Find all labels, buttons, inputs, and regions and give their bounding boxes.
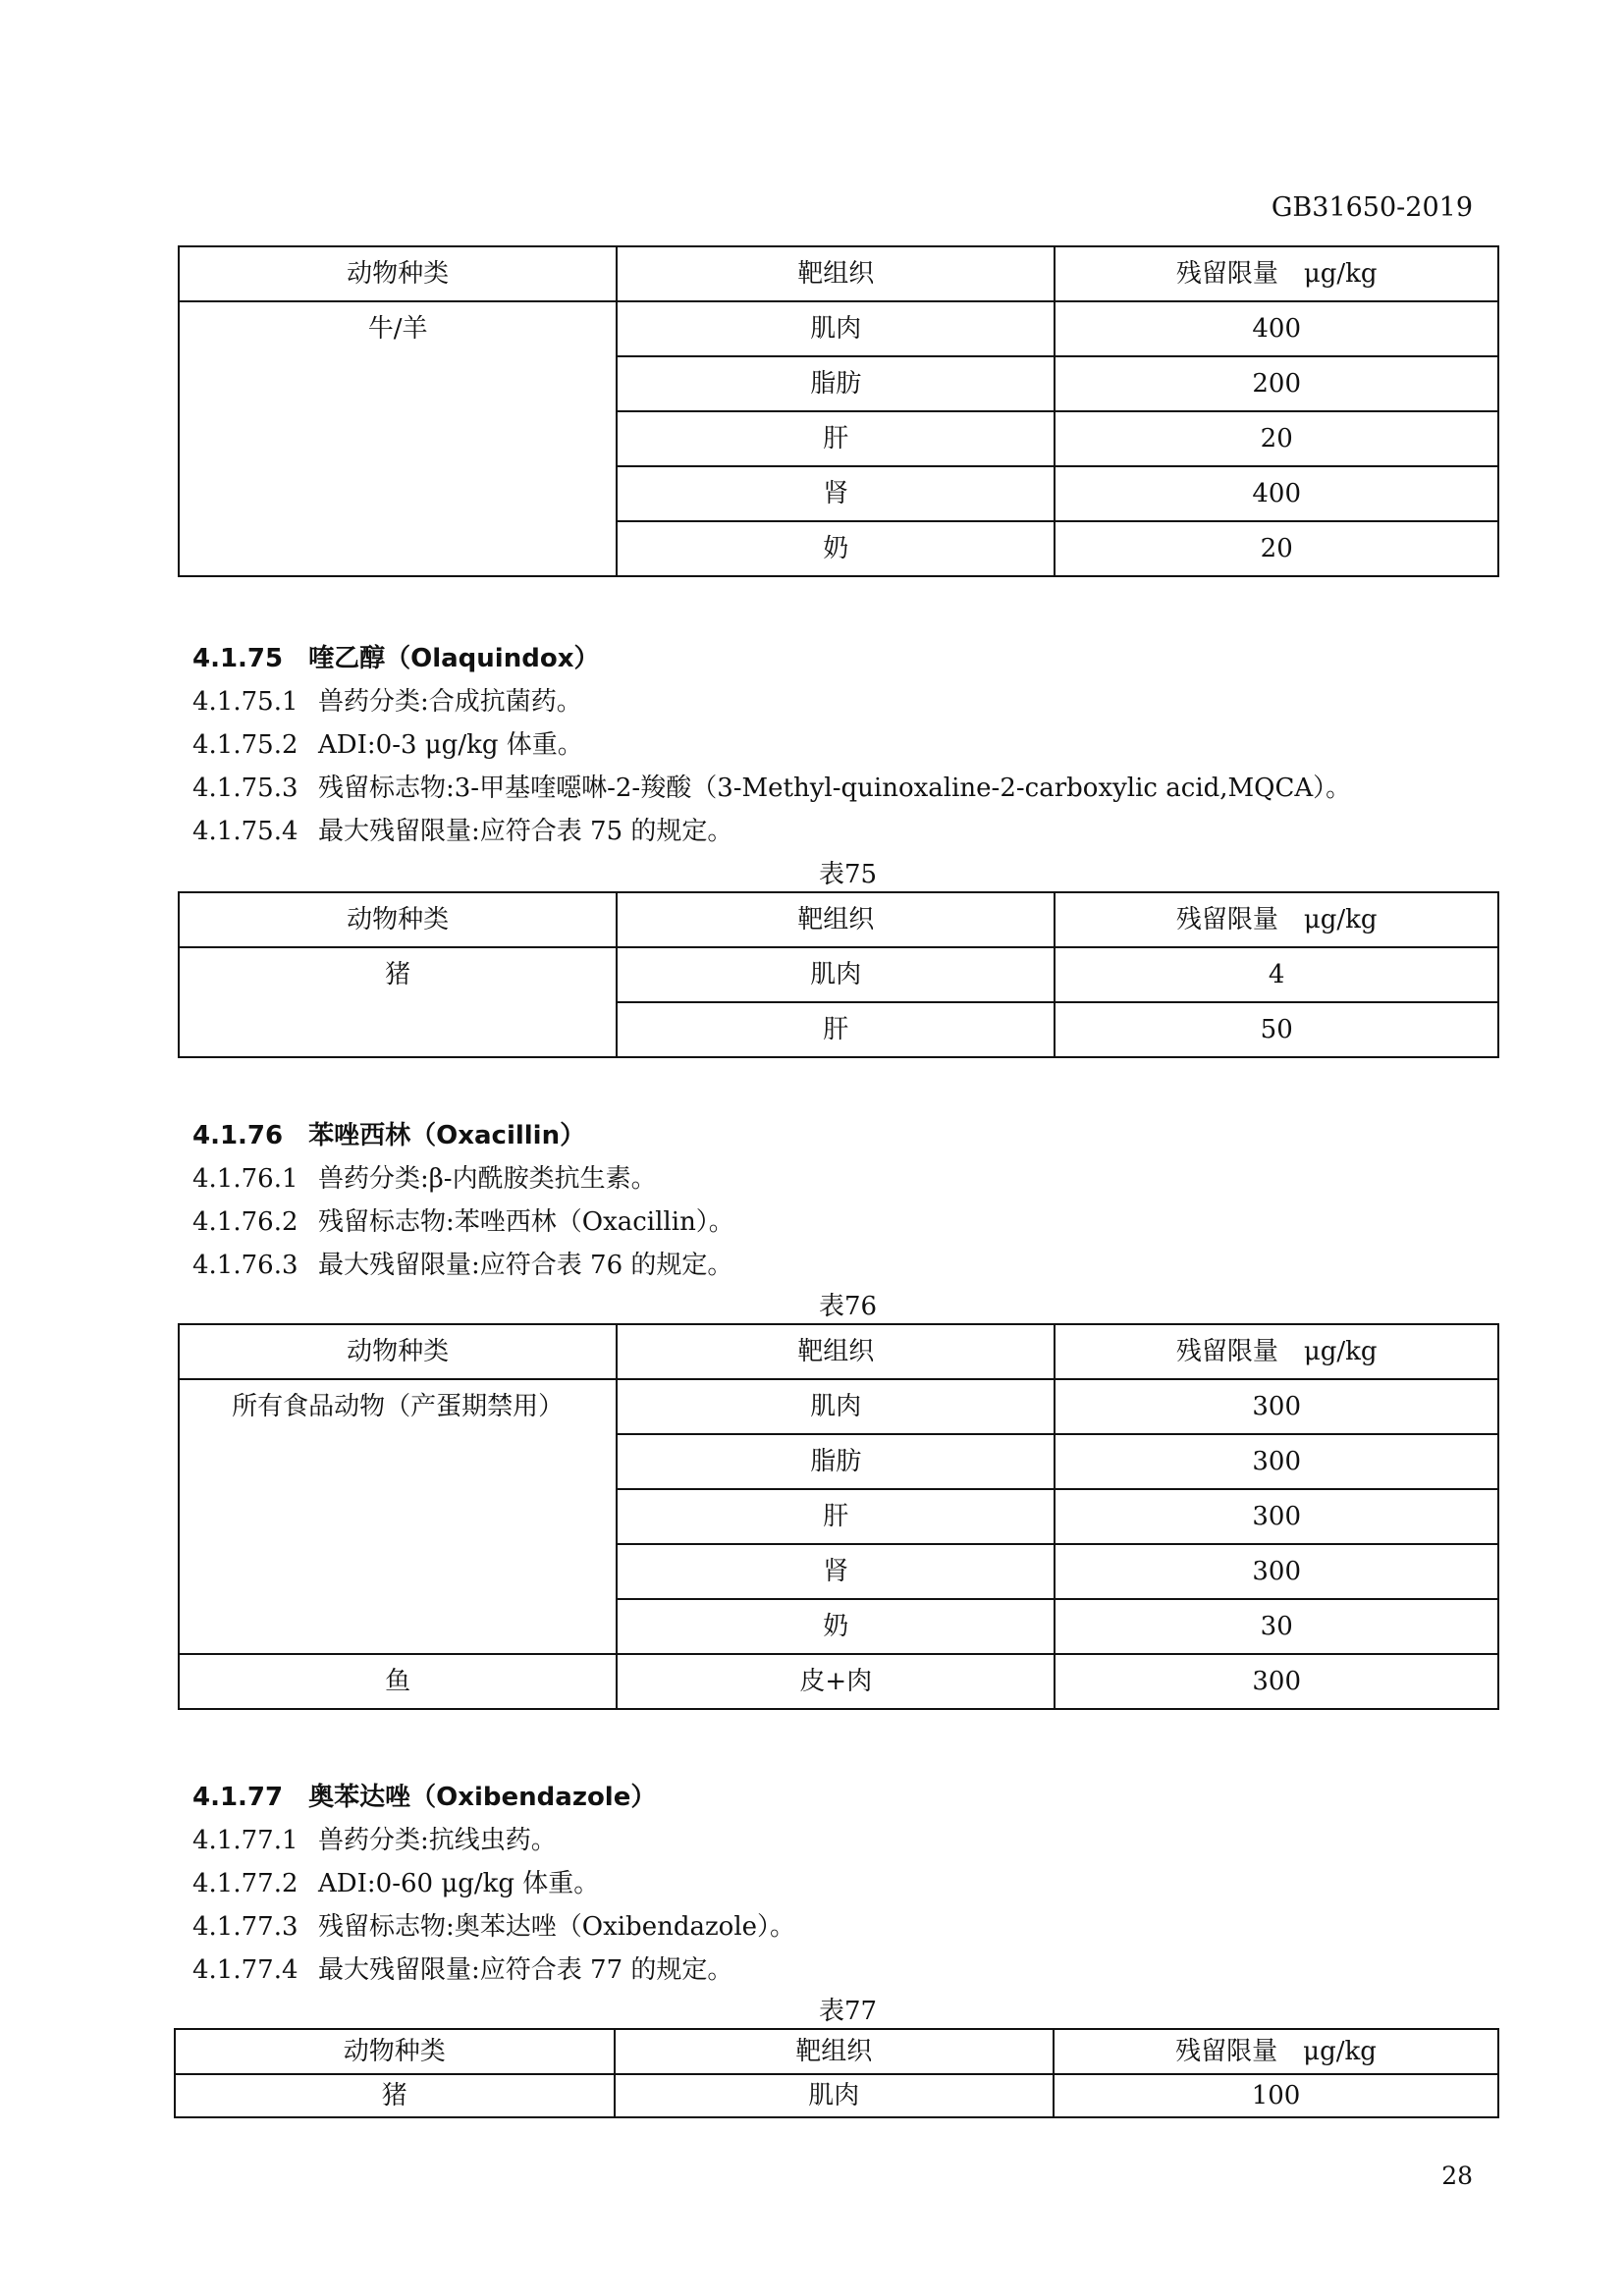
tissue-cell: 肌肉 — [617, 947, 1055, 1002]
species-cell: 猪 — [179, 947, 617, 1057]
value-cell: 4 — [1055, 947, 1498, 1002]
clause-number: 4.1.76.3 — [192, 1251, 298, 1280]
value-cell: 300 — [1055, 1544, 1498, 1599]
clause-text: 兽药分类:合成抗菌药。 — [318, 687, 582, 717]
header-tissue: 靶组织 — [615, 2029, 1055, 2074]
header-tissue: 靶组织 — [617, 892, 1055, 947]
clause-4-1-77-1 — [192, 1820, 557, 1856]
value-cell: 20 — [1055, 521, 1498, 576]
value-cell: 30 — [1055, 1599, 1498, 1654]
clause-4-1-75-4 — [192, 811, 732, 847]
value-cell: 400 — [1055, 466, 1498, 521]
tissue-cell: 脂肪 — [617, 1434, 1055, 1489]
value-cell: 300 — [1055, 1489, 1498, 1544]
value-cell: 200 — [1055, 356, 1498, 411]
tissue-cell: 肌肉 — [617, 1379, 1055, 1434]
document-code: GB31650-2019 — [1271, 192, 1473, 223]
header-tissue: 靶组织 — [617, 1324, 1055, 1379]
clause-text: 最大残留限量:应符合表 76 的规定。 — [318, 1251, 733, 1280]
clause-4-1-75-2 — [192, 724, 583, 761]
species-cell: 鱼 — [179, 1654, 617, 1709]
clause-text: 残留标志物:苯唑西林（Oxacillin）。 — [318, 1207, 734, 1237]
clause-4-1-76-3 — [192, 1245, 732, 1281]
tissue-cell: 奶 — [617, 1599, 1055, 1654]
clause-4-1-77-4 — [192, 1949, 732, 1986]
tissue-cell: 皮+肉 — [617, 1654, 1055, 1709]
table-row — [179, 1654, 1498, 1709]
header-mrl: 残留限量 μg/kg — [1055, 246, 1498, 301]
header-species: 动物种类 — [179, 1324, 617, 1379]
table-header-row — [179, 1324, 1498, 1379]
species-cell: 牛/羊 — [179, 301, 617, 576]
table-74-continued — [178, 245, 1499, 577]
clause-number: 4.1.75.2 — [192, 730, 298, 760]
clause-text: ADI:0-60 μg/kg 体重。 — [318, 1869, 600, 1898]
clause-text: 最大残留限量:应符合表 77 的规定。 — [318, 1955, 733, 1985]
value-cell: 100 — [1054, 2074, 1498, 2117]
clause-text: 残留标志物:奥苯达唑（Oxibendazole）。 — [318, 1912, 796, 1942]
table-caption-76: 表76 — [818, 1292, 878, 1321]
species-cell: 所有食品动物（产蛋期禁用） — [179, 1379, 617, 1654]
clause-4-1-77-2 — [192, 1863, 599, 1899]
clause-4-1-75-3 — [192, 768, 1351, 804]
tissue-cell: 肝 — [617, 411, 1055, 466]
clause-text: 兽药分类:抗线虫药。 — [318, 1826, 557, 1855]
value-cell: 300 — [1055, 1379, 1498, 1434]
header-mrl: 残留限量 μg/kg — [1055, 1324, 1498, 1379]
tissue-cell: 肾 — [617, 1544, 1055, 1599]
tissue-cell: 脂肪 — [617, 356, 1055, 411]
table-row — [179, 1379, 1498, 1434]
clause-text: 残留标志物:3-甲基喹噁啉-2-羧酸（3-Methyl-quinoxaline-2-carboxylic acid,MQCA）。 — [318, 774, 1352, 803]
value-cell: 300 — [1055, 1654, 1498, 1709]
clause-text: ADI:0-3 μg/kg 体重。 — [318, 730, 583, 760]
table-row — [179, 947, 1498, 1002]
tissue-cell: 肝 — [617, 1002, 1055, 1057]
table-header-row — [179, 892, 1498, 947]
clause-number: 4.1.75.3 — [192, 774, 298, 803]
header-mrl: 残留限量 μg/kg — [1055, 892, 1498, 947]
table-caption-75: 表75 — [818, 860, 878, 889]
table-row — [179, 301, 1498, 356]
species-cell: 猪 — [175, 2074, 615, 2117]
clause-number: 4.1.75.4 — [192, 817, 298, 846]
clause-number: 4.1.76.2 — [192, 1207, 298, 1237]
tissue-cell: 肾 — [617, 466, 1055, 521]
page-number: 28 — [1441, 2162, 1473, 2190]
table-row — [175, 2074, 1498, 2117]
clause-text: 兽药分类:β-内酰胺类抗生素。 — [318, 1164, 657, 1194]
clause-number: 4.1.77.4 — [192, 1955, 298, 1985]
header-species: 动物种类 — [179, 246, 617, 301]
header-species: 动物种类 — [175, 2029, 615, 2074]
clause-4-1-77-3 — [192, 1906, 795, 1943]
value-cell: 20 — [1055, 411, 1498, 466]
header-species: 动物种类 — [179, 892, 617, 947]
clause-number: 4.1.77.3 — [192, 1912, 298, 1942]
value-cell: 50 — [1055, 1002, 1498, 1057]
header-tissue: 靶组织 — [617, 246, 1055, 301]
table-76 — [178, 1323, 1499, 1710]
clause-number: 4.1.75.1 — [192, 687, 298, 717]
section-heading-4-1-77: 4.1.77 奥苯达唑（Oxibendazole） — [192, 1783, 657, 1812]
tissue-cell: 肝 — [617, 1489, 1055, 1544]
value-cell: 400 — [1055, 301, 1498, 356]
table-77 — [174, 2028, 1499, 2118]
table-75 — [178, 891, 1499, 1058]
clause-number: 4.1.77.1 — [192, 1826, 298, 1855]
section-heading-4-1-75: 4.1.75 喹乙醇（Olaquindox） — [192, 644, 600, 673]
clause-number: 4.1.77.2 — [192, 1869, 298, 1898]
value-cell: 300 — [1055, 1434, 1498, 1489]
table-header-row — [179, 246, 1498, 301]
clause-4-1-76-2 — [192, 1201, 734, 1238]
tissue-cell: 肌肉 — [617, 301, 1055, 356]
clause-4-1-76-1 — [192, 1158, 657, 1195]
section-heading-4-1-76: 4.1.76 苯唑西林（Oxacillin） — [192, 1121, 586, 1150]
clause-number: 4.1.76.1 — [192, 1164, 298, 1194]
clause-4-1-75-1 — [192, 681, 582, 718]
table-caption-77: 表77 — [818, 1997, 878, 2026]
table-header-row — [175, 2029, 1498, 2074]
tissue-cell: 肌肉 — [615, 2074, 1055, 2117]
tissue-cell: 奶 — [617, 521, 1055, 576]
clause-text: 最大残留限量:应符合表 75 的规定。 — [318, 817, 733, 846]
header-mrl: 残留限量 μg/kg — [1054, 2029, 1498, 2074]
